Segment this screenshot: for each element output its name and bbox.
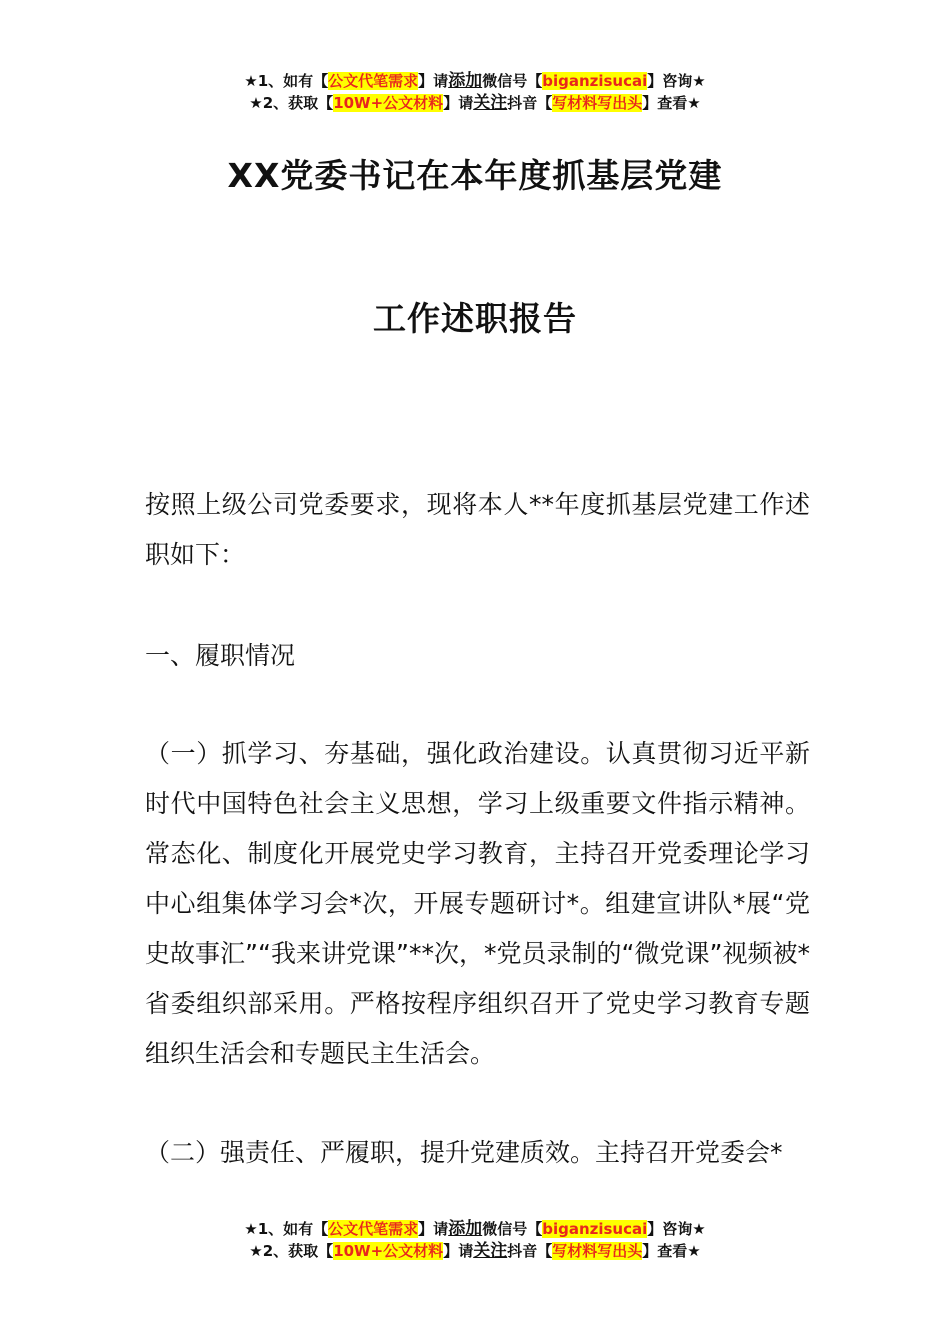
header-banner — [0, 70, 950, 114]
body-paragraph-1: （一）抓学习、夯基础，强化政治建设。认真贯彻习近平新时代中国特色社会主义思想，学习上级重要文件指示精神。常态化、制度化开展党史学习教育，主持召开党委理论学习中心组集体学习会*次，开展专题研讨*。组建宣讲队*展“党史故事汇”“我来讲党课”**次，*党员录制的“微党课”视频被*省委组织部采用。严格按程序组织召开了党史学习教育专题组织生活会和专题民主生活会。 — [145, 739, 810, 1068]
banner-text: 】查看★ — [642, 94, 701, 112]
banner-highlight: biganzisucai — [542, 1220, 648, 1238]
banner-line-1 — [0, 1218, 950, 1240]
banner-text: ★1、如有【 — [244, 1220, 329, 1238]
banner-text: 】咨询★ — [647, 1220, 706, 1238]
banner-text: 】查看★ — [642, 1242, 701, 1260]
banner-highlight: 10W+公文材料 — [333, 94, 444, 112]
section-heading: 一、履职情况 — [145, 641, 296, 670]
banner-text: 】请 — [418, 1220, 449, 1238]
banner-text: 抖音【 — [507, 1242, 553, 1260]
banner-line-2 — [0, 92, 950, 114]
banner-highlight: 10W+公文材料 — [333, 1242, 444, 1260]
banner-emphasis: 添加 — [448, 71, 483, 91]
banner-line-2 — [0, 1240, 950, 1262]
banner-text: 】请 — [443, 1242, 474, 1260]
intro-paragraph: 按照上级公司党委要求，现将本人**年度抓基层党建工作述职如下： — [145, 490, 810, 569]
banner-text: ★1、如有【 — [244, 72, 329, 90]
document-title-line-1: XX党委书记在本年度抓基层党建 — [227, 156, 723, 195]
banner-text: 抖音【 — [507, 94, 553, 112]
banner-text: 微信号【 — [482, 72, 543, 90]
document-title-line-2: 工作述职报告 — [373, 299, 577, 338]
footer-banner — [0, 1218, 950, 1262]
banner-text: 】咨询★ — [647, 72, 706, 90]
banner-highlight: 公文代笔需求 — [328, 1220, 419, 1238]
banner-text: 】请 — [418, 72, 449, 90]
banner-emphasis: 关注 — [473, 1241, 508, 1261]
banner-highlight: 公文代笔需求 — [328, 72, 419, 90]
banner-highlight: biganzisucai — [542, 72, 648, 90]
banner-line-1 — [0, 70, 950, 92]
banner-highlight: 写材料写出头 — [552, 1242, 643, 1260]
banner-text: ★2、获取【 — [249, 1242, 334, 1260]
banner-text: 微信号【 — [482, 1220, 543, 1238]
body-paragraph-2: （二）强责任、严履职，提升党建质效。主持召开党委会* — [145, 1138, 783, 1167]
banner-highlight: 写材料写出头 — [552, 94, 643, 112]
banner-emphasis: 关注 — [473, 93, 508, 113]
banner-emphasis: 添加 — [448, 1219, 483, 1239]
banner-text: 】请 — [443, 94, 474, 112]
banner-text: ★2、获取【 — [249, 94, 334, 112]
